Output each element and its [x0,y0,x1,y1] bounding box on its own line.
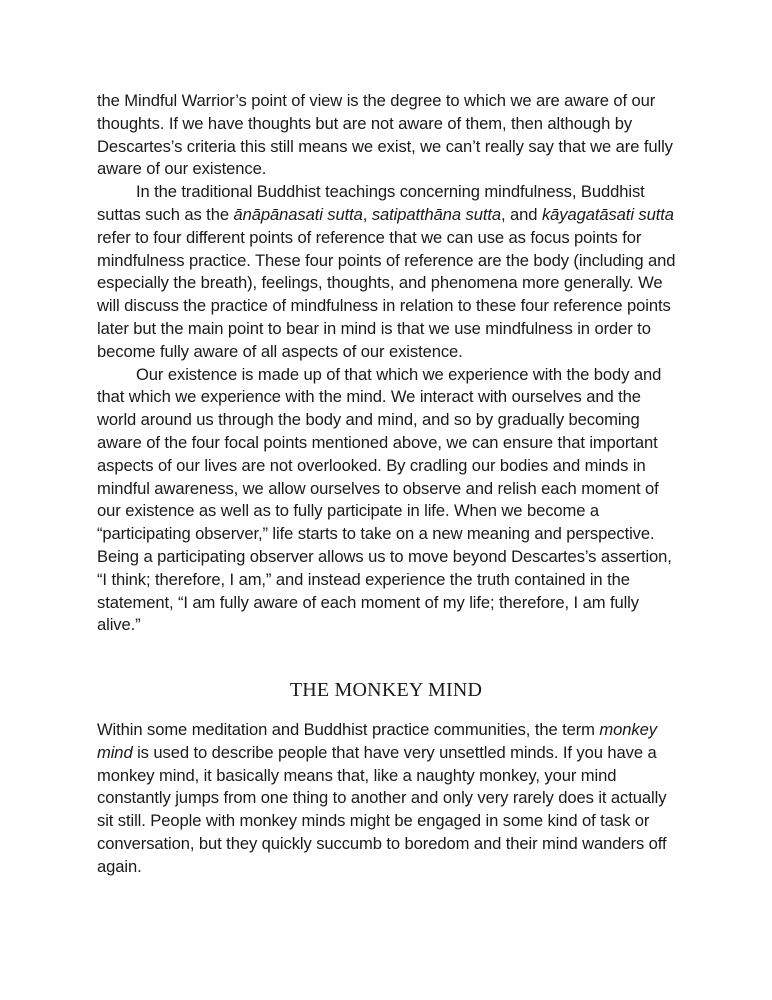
paragraph-text: In the traditional Buddhist teachings concerning mindfulness, Buddhist suttas such as the [97,182,645,224]
paragraph-monkey-mind [97,719,683,879]
section-body-text [97,719,683,879]
body-text [97,90,683,637]
term-monkey-mind: monkey mind [97,720,657,762]
sutta-title-satipatthana: satipatthāna sutta [371,204,502,224]
paragraph-text: is used to describe people that have very unsettled minds. If you have a monkey mind, it basically means that, like a naughty monkey, your mind constantly jumps from one thing to another and only very rarely does it actually sit still. People with monkey minds might be engaged in some kind of task or conversation, but they quickly succumb to boredom and their mind wanders off again. [97,742,667,876]
sutta-title-anapanasati: ānāpānasati sutta [233,204,363,224]
sutta-title-kayagatasati: kāyagatāsati sutta [541,204,674,224]
paragraph-text: Within some meditation and Buddhist practice communities, the term [97,720,600,739]
paragraph-existence: Our existence is made up of that which we experience with the body and that which we experience with the mind. We interact with ourselves and the world around us through the body and mind, and so by gradually becoming aware of the four focal points mentioned above, we can ensure that important aspects of our lives are not overlooked. By cradling our bodies and minds in mindful awareness, we allow ourselves to observe and relish each moment of our existence as well as to fully participate in life. When we become a “participating observer,” life starts to take on a new meaning and perspective. Being a participating observer allows us to move beyond Descartes’s assertion, “I think; therefore, I am,” and instead experience the truth contained in the statement, “I am fully aware of each moment of my life; therefore, I am fully alive.” [97,364,672,635]
paragraph-text: refer to four different points of reference that we can use as focus points for mindfulness practice. These four points of reference are the body (including and especially the breath), feelings, thoughts, and phenomena more generally. We will discuss the practice of mindfulness in relation to these four reference points later but the main point to bear in mind is that we use mindfulness in order to become fully aware of all aspects of our existence. [97,227,676,361]
paragraph-continued: the Mindful Warrior’s point of view is the degree to which we are aware of our thoughts. If we have thoughts but are not aware of them, then although by Descartes’s criteria this still means we exist, we can’t really say that we are fully aware of our existence. [97,91,673,179]
paragraph-text: , and [501,204,542,224]
paragraph-text: , [362,204,372,224]
paragraph-buddhist-suttas [97,181,683,363]
section-heading: THE MONKEY MIND [289,679,483,701]
